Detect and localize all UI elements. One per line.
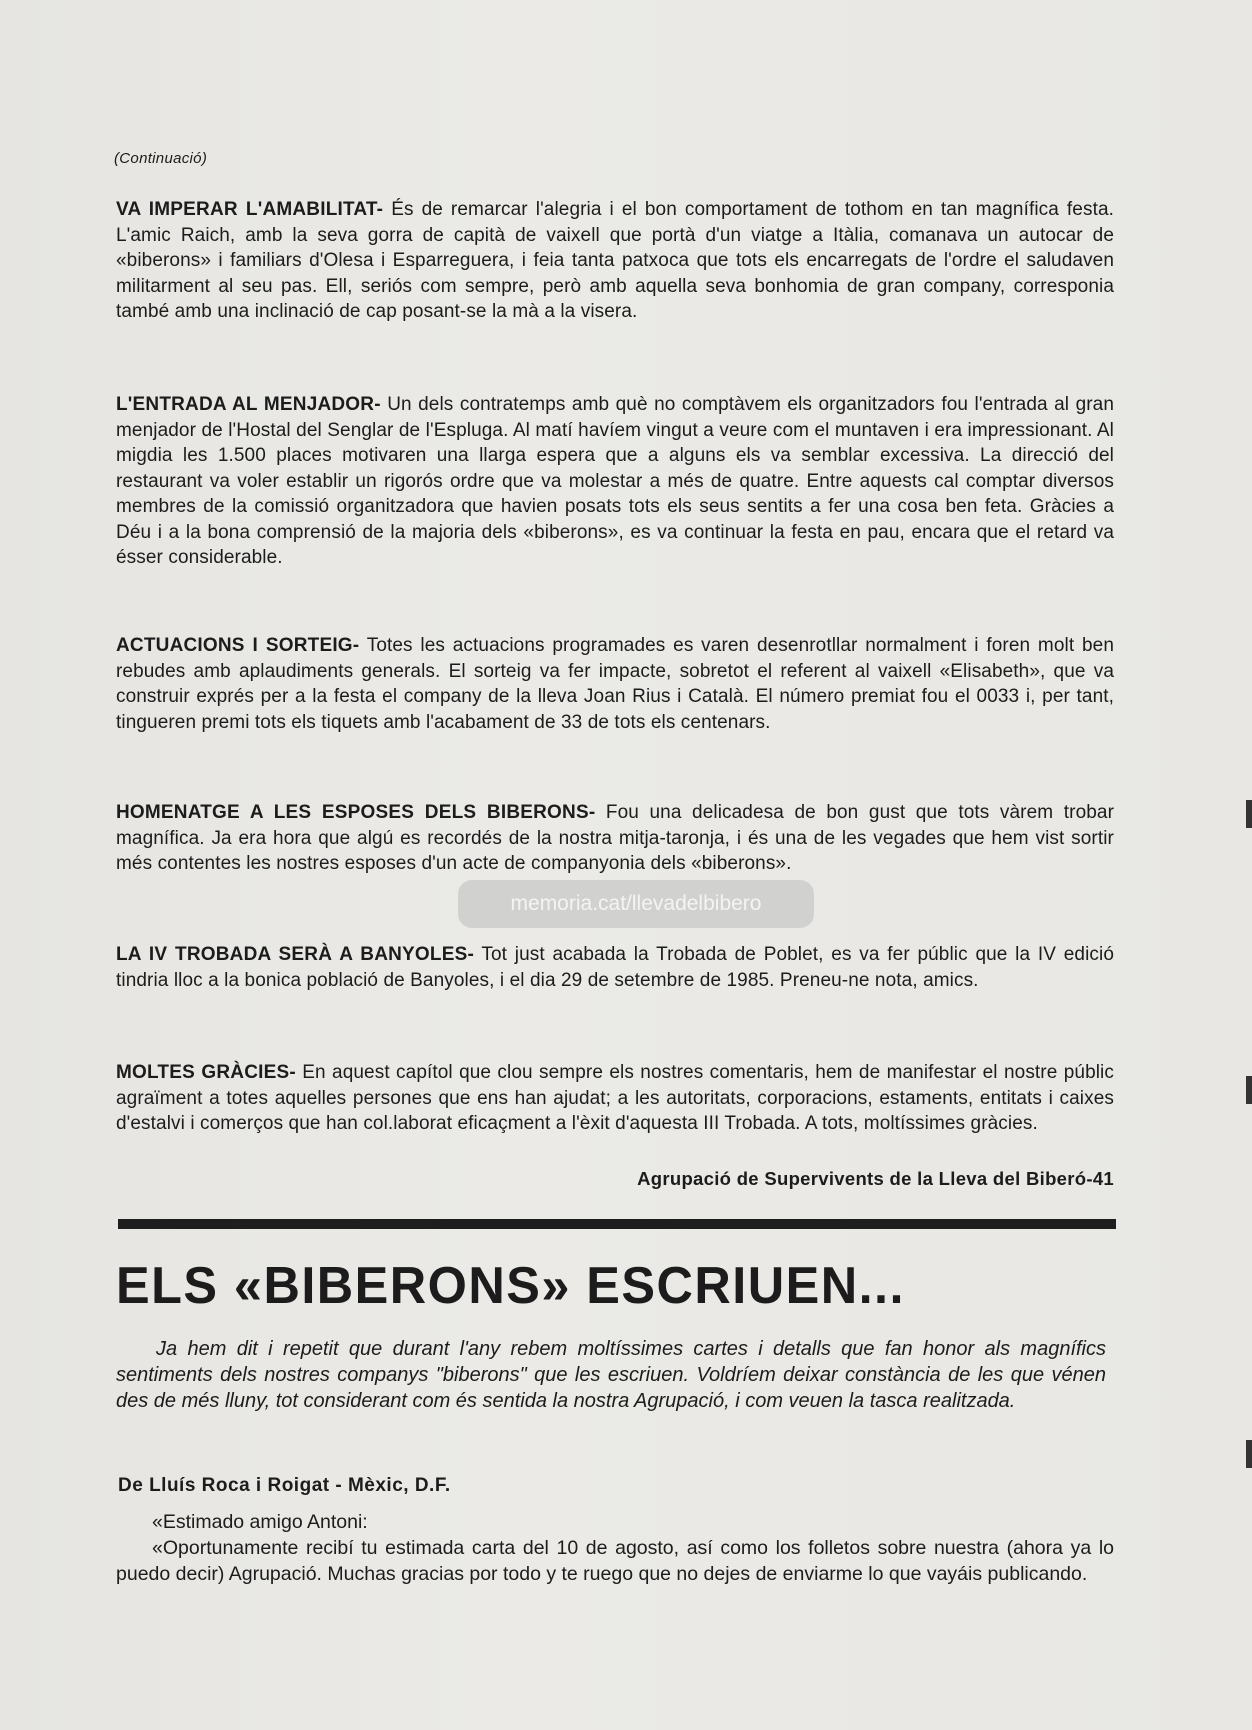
section-homenatge [116, 800, 1114, 877]
section-banyoles [116, 942, 1114, 993]
section-heading: MOLTES GRÀCIES- [116, 1062, 296, 1083]
watermark-link[interactable]: memoria.cat/llevadelbibero [458, 880, 814, 928]
section-gracies [116, 1060, 1114, 1137]
section-menjador [116, 392, 1114, 571]
article-title: ELS «BIBERONS» ESCRIUEN... [116, 1257, 905, 1315]
section-heading: ACTUACIONS I SORTEIG- [116, 635, 360, 656]
section-body: És de remarcar l'alegria i el bon comportament de tothom en tan magnífica festa. L'amic Raich, amb la seva gorra de capità de vaixell que portà d'un viatge a Itàlia, comanava un autocar de «biberons» i familiars d'Olesa i Esparreguera, i feia tanta patxoca que tots els encarregats de l'ordre el saludaven militarment al seu pas. Ell, seriós com sempre, però amb aquella seva bonhomia de gran company, corresponia també amb una inclinació de cap posant-se la mà a la visera. [116, 199, 1114, 322]
section-body: Un dels contratemps amb què no comptàvem els organitzadors fou l'entrada al gran menjador de l'Hostal del Senglar de l'Espluga. Al matí havíem vingut a veure com el muntaven i era impressionant. Al migdia les 1.500 places motivaren una llarga espera que a alguns els va semblar excessiva. La direcció del restaurant va voler establir un rigorós ordre que va molestar a més de quatre. Entre aquests cal comptar diversos membres de la comissió organitzadora que havien posats tots els seus sentits a fer una cosa ben feta. Gràcies a Déu i a la bona comprensió de la majoria dels «biberons», es va continuar la festa en pau, encara que el retard va ésser considerable. [116, 394, 1114, 568]
section-body: Fou una delicadesa de bon gust que tots vàrem trobar magnífica. Ja era hora que algú es recordés de la nostra mitja-taronja, i és una de les vegades que hem vist sortir més contentes les nostres esposes d'un acte de companyonia dels «biberons». [116, 802, 1114, 874]
article-intro: Ja hem dit i repetit que durant l'any rebem moltíssimes cartes i detalls que fan honor als magnífics sentiments dels nostres companys "biberons" que les escriuen. Voldríem deixar constància de les que vénen des de més lluny, tot considerant com és sentida la nostra Agrupació, i com veuen la tasca realitzada. [116, 1338, 1106, 1412]
scan-edge-mark [1246, 800, 1252, 828]
letter-text [116, 1509, 1114, 1587]
section-body: Totes les actuacions programades es varen desenrotllar normalment i foren molt ben rebudes amb aplaudiments generals. El sorteig va fer impacte, sobretot el referent al vaixell «Elisabeth», que va construir exprés per a la festa el company de la lleva Joan Rius i Català. El número premiat fou el 0033 i, per tant, tingueren premi tots els tiquets amb l'acabament de 33 de tots els centenars. [116, 635, 1114, 733]
letter-greeting: «Estimado amigo Antoni: [152, 1511, 368, 1533]
section-heading: HOMENATGE A LES ESPOSES DELS BIBERONS- [116, 802, 596, 823]
section-body: Tot just acabada la Trobada de Poblet, es va fer públic que la IV edició tindria lloc a la bonica població de Banyoles, i el dia 29 de setembre de 1985. Preneu-ne nota, amics. [116, 944, 1115, 991]
signature: Agrupació de Supervivents de la Lleva del Biberó-41 [637, 1168, 1114, 1189]
section-sorteig [116, 633, 1114, 735]
scan-edge-mark [1246, 1440, 1252, 1468]
scan-edge-mark [1246, 1076, 1252, 1104]
section-heading: LA IV TROBADA SERÀ A BANYOLES- [116, 944, 474, 965]
section-heading: VA IMPERAR L'AMABILITAT- [116, 199, 384, 220]
letter-body: «Oportunamente recibí tu estimada carta del 10 de agosto, así como los folletos sobre nuestra (ahora ya lo puedo decir) Agrupació. Muchas gracias por todo y te ruego que no dejes de enviarme lo que vayáis publicando. [116, 1537, 1114, 1585]
section-amabilitat [116, 197, 1114, 325]
letter-sender: De Lluís Roca i Roigat - Mèxic, D.F. [118, 1475, 451, 1496]
section-heading: L'ENTRADA AL MENJADOR- [116, 394, 381, 415]
continuation-label: (Continuació) [114, 150, 208, 167]
section-body: En aquest capítol que clou sempre els nostres comentaris, hem de manifestar el nostre públic agraïment a totes aquelles persones que ens han ajudat; a les autoritats, corporacions, estaments, entitats i caixes d'estalvi i comerços que han col.laborat eficaçment a l'èxit d'aquesta III Trobada. A tots, moltíssimes gràcies. [116, 1062, 1114, 1134]
section-divider [118, 1219, 1116, 1229]
